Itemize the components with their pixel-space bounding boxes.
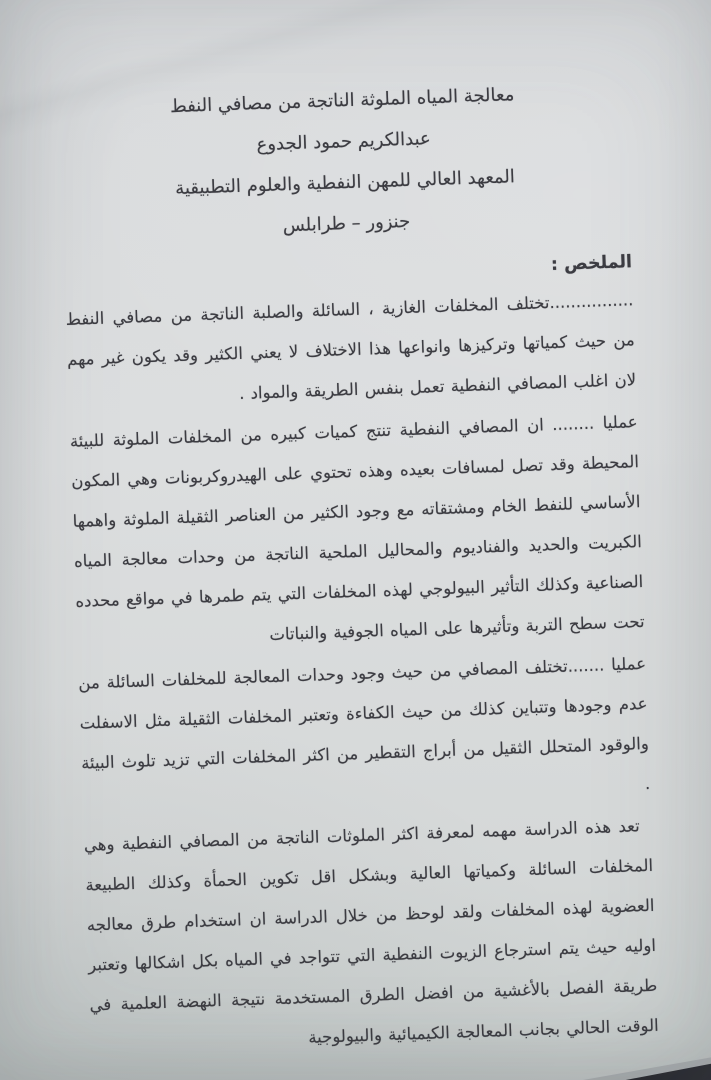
- location-line: جنزور – طرابلس: [282, 210, 411, 237]
- institution-name: المعهد العالي للمهن النفطية والعلوم التطبيقية: [174, 166, 516, 200]
- document-header: [58, 70, 631, 254]
- abstract-paragraph-4: تعد هذه الدراسة مهمه لمعرفة اكثر الملوثات الناتجة من المصافي النفطية وهي المخلفات السائلة وكمياتها العالية وبشكل اقل تكوين الحمأة وكذلك الطبيعة العضوية لهذه المخلفات ولقد لوحظ من خلال الدراسة ان استخدام طرق معالجه اوليه حيث يتم استرجاع الزيوت النفطية التي تتواجد في المياه بكل اشكالها وتعتبر طريقة الفصل بالأغشية من افضل الطرق المستخدمة نتيجة النهضة العلمية في الوقت الحالي بجانب المعالجة الكيميائية والبيولوجية: [83, 816, 659, 1047]
- abstract-paragraph-2: عمليا ........ ان المصافي النفطية تنتج كميات كبيره من المخلفات الملوثة للبيئة المحيطة وقد تصل لمسافات بعيده وهذه تحتوي على الهيدروكربونات وهي المكون الأساسي للنفط الخام ومشتقاته مع وجود الكثير من العناصر الثقيلة الملوثة واهمها الكبريت والحديد والفناديوم والمحاليل الملحية الناتجة من وحدات معالجة المياه الصناعية وكذلك التأثير البيولوجي لهذه المخلفات التي يتم طمرها في مواقع محدده تحت سطح التربة وتأثيرها على المياه الجوفية والنباتات: [69, 412, 645, 645]
- author-name: عبدالكريم حمود الجدوع: [256, 128, 432, 156]
- abstract-heading: الملخص :: [550, 252, 633, 276]
- abstract-paragraph-1: ................تختلف المخلفات الغازية ، السائلة والصلبة الناتجة من مصافي النفط من حيث كمياتها وتركيزها وانواعها هذا الاختلاف لا يعني الكثير وقد يكون غير مهم لان اغلب المصافي النفطية تعمل بنفس الطريقة والمواد .: [65, 290, 637, 403]
- document-title: معالجة المياه الملوثة الناتجة من مصافي النفط: [169, 84, 515, 118]
- abstract-paragraph-3: عمليا .......تختلف المصافي من حيث وجود وحدات المعالجة للمخلفات السائلة من عدم وجودها وتتباين كذلك من حيث الكفاءة وتعتبر المخلفات الثقيلة مثل الاسفلت والوقود المتحلل الثقيل من أبراج التقطير من اكثر المخلفات التي تزيد تلوث البيئة .: [78, 653, 651, 794]
